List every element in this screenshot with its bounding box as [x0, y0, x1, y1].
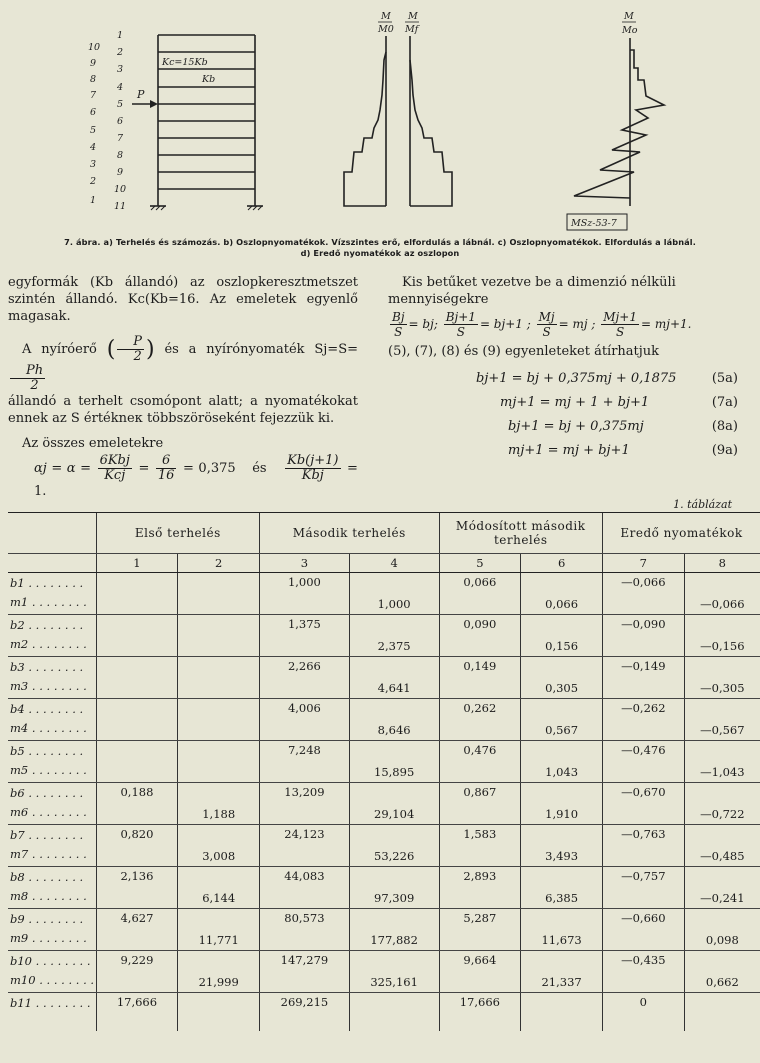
- table-cell: [521, 657, 603, 699]
- table-cell: [96, 951, 178, 993]
- table-cell: [439, 615, 521, 657]
- table-cell: [349, 699, 439, 741]
- table-cell: [521, 993, 603, 1032]
- cell-value: 1,188: [202, 807, 236, 821]
- cell-value: 1,000: [377, 597, 411, 611]
- cell-value: 9,229: [120, 953, 154, 967]
- row-header: [8, 951, 96, 993]
- table-cell: [260, 699, 350, 741]
- table-cell: [439, 657, 521, 699]
- table-cell: [521, 783, 603, 825]
- table-cell: [521, 615, 603, 657]
- row-label: b3 . . . . . . . .: [10, 660, 84, 674]
- table-cell: [602, 657, 684, 699]
- header-second-load: Második terhelés: [260, 513, 439, 554]
- cell-value: 15,895: [374, 765, 415, 779]
- paragraph: (5), (7), (8) és (9) egyenleteket átírhatjuk: [388, 344, 660, 359]
- table-cell: [439, 825, 521, 867]
- cell-value: —0,241: [700, 891, 745, 905]
- cell-value: 269,215: [280, 995, 329, 1009]
- equation-7a: mj+1 = mj + 1 + bj+1 (7a): [500, 395, 738, 410]
- row-label: m5 . . . . . . . .: [10, 763, 87, 777]
- table-cell: [439, 951, 521, 993]
- header-resultant: Eredő nyomatékok: [602, 513, 760, 554]
- table-cell: [684, 825, 760, 867]
- table-row: [8, 825, 760, 867]
- cell-value: 4,627: [120, 911, 154, 925]
- cell-value: —0,670: [621, 785, 666, 799]
- row-label: m2 . . . . . . . .: [10, 637, 87, 651]
- cell-value: [97, 615, 178, 633]
- table-cell: [260, 867, 350, 909]
- table-cell: [602, 741, 684, 783]
- table-cell: [260, 951, 350, 993]
- cell-value: 6,144: [202, 891, 236, 905]
- ratio-c-num: M: [408, 11, 418, 22]
- cell-value: 1,000: [287, 575, 321, 589]
- table-cell: [602, 909, 684, 951]
- table-cell: [178, 951, 260, 993]
- table-cell: [349, 573, 439, 615]
- table-cell: [260, 741, 350, 783]
- row-label: m1 . . . . . . . .: [10, 595, 87, 609]
- table-cell: [96, 867, 178, 909]
- table-cell: [178, 615, 260, 657]
- table-cell: [178, 741, 260, 783]
- cell-value: [97, 573, 178, 591]
- table-cell: [178, 699, 260, 741]
- table-cell: [439, 993, 521, 1032]
- node-numbers: [114, 30, 126, 212]
- floor-number: 10: [88, 42, 101, 53]
- table-cell: [260, 657, 350, 699]
- cell-value: 1,910: [545, 807, 579, 821]
- cell-value: [178, 721, 259, 739]
- cell-value: 0,476: [463, 743, 497, 757]
- table-cell: [439, 867, 521, 909]
- cell-value: 17,666: [116, 995, 158, 1009]
- table-cell: [349, 951, 439, 993]
- cell-value: 0,149: [463, 659, 497, 673]
- row-header: [8, 909, 96, 951]
- cell-value: 97,309: [374, 891, 415, 905]
- cell-value: 9,664: [463, 953, 497, 967]
- cell-value: 4,641: [377, 681, 411, 695]
- paragraph: állandó a terhelt csomópont alatt; a nyomatékokat ennek az S értékneк többszöröseként fejezzük ki.: [8, 394, 358, 426]
- row-header: [8, 615, 96, 657]
- table-row: [8, 909, 760, 951]
- figure-caption: [0, 237, 760, 259]
- table-row: [8, 573, 760, 615]
- header-blank: [8, 513, 96, 554]
- table-cell: [260, 573, 350, 615]
- table-cell: [96, 657, 178, 699]
- ratio-c-den: Mf: [405, 24, 419, 35]
- fraction: $\frac{Ph}{2}$: [10, 364, 45, 393]
- table-cell: [521, 867, 603, 909]
- stiffness-label-beam: Kb: [202, 74, 216, 85]
- row-label: m6 . . . . . . . .: [10, 805, 87, 819]
- definitions: $\frac{Bj}{S}$ = bj; $\frac{Bj+1}{S}$ = bj+1 ; $\frac{Mj}{S}$ = mj ; $\frac{Mj+1}{S}$ = mj+1.: [392, 310, 692, 339]
- row-label: b11 . . . . . . . .: [10, 996, 91, 1010]
- cell-value: —0,156: [700, 639, 745, 653]
- floor-number: 8: [90, 74, 97, 85]
- cell-value: 24,123: [284, 827, 325, 841]
- cell-value: 0: [639, 995, 647, 1009]
- node-number: 3: [117, 64, 124, 75]
- table-cell: [602, 951, 684, 993]
- node-number: 4: [117, 82, 124, 93]
- cell-value: 6,385: [545, 891, 579, 905]
- fraction: $\frac{P}{2}$: [117, 335, 144, 364]
- table-cell: [349, 657, 439, 699]
- cell-value: 147,279: [280, 953, 329, 967]
- caption-line-1: 7. ábra. a) Terhelés és számozás. b) Oszlopnyomatékok. Vízszintes erő, elfordulás a lábnál. c) Oszlopnyomatékok. Elfordulás a lábnál.: [64, 237, 696, 247]
- table-cell: [96, 783, 178, 825]
- table-cell: [178, 783, 260, 825]
- row-label: b7 . . . . . . . .: [10, 828, 84, 842]
- cell-value: [178, 679, 259, 697]
- row-label: m3 . . . . . . . .: [10, 679, 87, 693]
- row-header: [8, 783, 96, 825]
- floor-number: 6: [90, 107, 97, 118]
- cell-value: 53,226: [374, 849, 415, 863]
- cell-value: 44,083: [284, 869, 325, 883]
- cell-value: 325,161: [370, 975, 418, 989]
- table-cell: [178, 657, 260, 699]
- ratio-b-num: M: [381, 11, 391, 22]
- cell-value: 13,209: [284, 785, 325, 799]
- col-number: 5: [439, 554, 521, 573]
- cell-value: 0,867: [463, 785, 497, 799]
- cell-value: 0,090: [463, 617, 497, 631]
- table-cell: [439, 783, 521, 825]
- load-arrow: [132, 100, 158, 108]
- table-cell: [602, 993, 684, 1032]
- equation-9a: mj+1 = mj + bj+1 (9a): [508, 443, 738, 458]
- cell-value: [178, 637, 259, 655]
- cell-value: —0,090: [621, 617, 666, 631]
- cell-value: 21,337: [541, 975, 582, 989]
- row-header: [8, 573, 96, 615]
- table-body: [8, 573, 760, 1032]
- floor-number: 9: [90, 58, 97, 69]
- cell-value: 1,583: [463, 827, 497, 841]
- table-cell: [178, 993, 260, 1032]
- cell-value: 21,999: [198, 975, 239, 989]
- node-number: 7: [117, 133, 124, 144]
- table-row: [8, 993, 760, 1032]
- table-cell: [684, 615, 760, 657]
- cell-value: [178, 763, 259, 781]
- resultant-moment-diagram: [574, 38, 664, 206]
- text: és a nyírónyomaték Sj=S=: [164, 342, 358, 357]
- table-cell: [521, 573, 603, 615]
- table-cell: [349, 741, 439, 783]
- node-number: 11: [114, 201, 127, 212]
- node-number: 1: [117, 30, 124, 41]
- row-label: b1 . . . . . . . .: [10, 576, 84, 590]
- cell-value: —0,149: [621, 659, 666, 673]
- table-cell: [521, 699, 603, 741]
- cell-value: 0,262: [463, 701, 497, 715]
- floor-numbers: [88, 42, 100, 206]
- cell-value: 0,305: [545, 681, 579, 695]
- node-number: 6: [117, 116, 124, 127]
- results-table: [8, 512, 760, 1031]
- col-number: 2: [178, 554, 260, 573]
- cell-value: 1,375: [287, 617, 321, 631]
- table-cell: [96, 615, 178, 657]
- table-cell: [96, 741, 178, 783]
- paragraph: egyformák (Kb állandó) az oszlopkeresztmetszet szintén állandó. Kc(Kb=16. Az emeletek egyenlő magasak.: [8, 275, 358, 324]
- equation-list: [388, 370, 738, 466]
- table-cell: [521, 951, 603, 993]
- ratio-d-num: M: [624, 11, 634, 22]
- table-cell: [602, 825, 684, 867]
- cell-value: 17,666: [459, 995, 500, 1009]
- cell-value: 177,882: [370, 933, 418, 947]
- table-title: 1. táblázat: [673, 498, 732, 511]
- row-label: b9 . . . . . . . .: [10, 912, 84, 926]
- table-row: [8, 657, 760, 699]
- table-row: [8, 615, 760, 657]
- col-number: 8: [684, 554, 760, 573]
- row-label: m4 . . . . . . . .: [10, 721, 87, 735]
- table-cell: [349, 825, 439, 867]
- cell-value: 1,043: [545, 765, 579, 779]
- header-modified-load: Módosított második terhelés: [439, 513, 602, 554]
- table-cell: [684, 909, 760, 951]
- cell-value: 5,287: [463, 911, 497, 925]
- cell-value: 7,248: [287, 743, 321, 757]
- cell-value: [97, 657, 178, 675]
- moment-diagram-b: [344, 36, 386, 206]
- node-number: 5: [117, 99, 124, 110]
- equation-5a: bj+1 = bj + 0,375mj + 0,1875 (5a): [476, 371, 738, 386]
- table-cell: [684, 993, 760, 1032]
- cell-value: —0,567: [700, 723, 745, 737]
- cell-value: 3,493: [545, 849, 579, 863]
- row-label: m7 . . . . . . . .: [10, 847, 87, 861]
- table-cell: [684, 951, 760, 993]
- row-label: m10 . . . . . . . .: [10, 973, 95, 987]
- table-row: [8, 951, 760, 993]
- row-label: b5 . . . . . . . .: [10, 744, 84, 758]
- table-cell: [439, 573, 521, 615]
- table-cell: [349, 993, 439, 1032]
- col-number: 7: [602, 554, 684, 573]
- row-label: b8 . . . . . . . .: [10, 870, 84, 884]
- table-cell: [260, 825, 350, 867]
- table-cell: [178, 867, 260, 909]
- paragraph: Az összes emeletekre: [22, 436, 164, 451]
- cell-value: 0,156: [545, 639, 579, 653]
- ratio-b-den: M0: [378, 24, 394, 35]
- table-cell: [684, 573, 760, 615]
- col-number: 3: [260, 554, 350, 573]
- table-cell: [260, 783, 350, 825]
- row-label: m9 . . . . . . . .: [10, 931, 87, 945]
- floor-number: 2: [90, 176, 97, 187]
- figure-7: [0, 0, 760, 255]
- caption-line-2: d) Eredő nyomatékok az oszlopon: [300, 248, 460, 258]
- table-cell: [349, 615, 439, 657]
- cell-value: 0,662: [705, 975, 739, 989]
- cell-value: 2,136: [120, 869, 154, 883]
- table-cell: [602, 573, 684, 615]
- table-cell: [439, 699, 521, 741]
- floor-number: 3: [90, 159, 97, 170]
- equation-alpha: αj = α = $\frac{\text{6Kbj}}{\text{Kcj}}$ = $\frac{6}{16}$ = 0,375 és $\frac{Kb(j+1)}{\text{Kbj}}$ = 1.: [34, 453, 358, 499]
- row-label: b6 . . . . . . . .: [10, 786, 84, 800]
- node-number: 8: [117, 150, 124, 161]
- cell-value: —0,660: [621, 911, 666, 925]
- cell-value: 2,375: [377, 639, 411, 653]
- cell-value: 4,006: [287, 701, 321, 715]
- table-row: [8, 699, 760, 741]
- cell-value: 0,188: [120, 785, 154, 799]
- cell-value: 29,104: [374, 807, 415, 821]
- cell-value: 80,573: [284, 911, 325, 925]
- text: A nyíróerő: [22, 342, 97, 357]
- equation-8a: bj+1 = bj + 0,375mj (8a): [508, 419, 738, 434]
- paragraph-shear: A nyíróerő ( $\frac{P}{2}$ ) és a nyírónyomaték Sj=S= $\frac{Ph}{2}$: [8, 335, 358, 393]
- cell-value: —0,066: [621, 575, 666, 589]
- floor-number: 7: [90, 90, 97, 101]
- left-text-column: [8, 274, 358, 500]
- table-cell: [602, 783, 684, 825]
- table-cell: [178, 825, 260, 867]
- table-cell: [96, 993, 178, 1032]
- table-cell: [260, 909, 350, 951]
- row-header: [8, 825, 96, 867]
- row-header: [8, 867, 96, 909]
- table-row: [8, 867, 760, 909]
- table-cell: [521, 825, 603, 867]
- table-cell: [684, 699, 760, 741]
- cell-value: [178, 595, 259, 613]
- table-cell: [96, 699, 178, 741]
- node-number: 10: [114, 184, 127, 195]
- col-number: 6: [521, 554, 603, 573]
- node-number: 9: [117, 167, 124, 178]
- cell-value: —0,722: [700, 807, 745, 821]
- cell-value: 0,567: [545, 723, 579, 737]
- cell-value: —1,043: [700, 765, 745, 779]
- cell-value: 11,673: [541, 933, 582, 947]
- table-cell: [602, 615, 684, 657]
- table-cell: [684, 657, 760, 699]
- table-cell: [684, 867, 760, 909]
- row-label: b2 . . . . . . . .: [10, 618, 84, 632]
- row-label: b10 . . . . . . . .: [10, 954, 91, 968]
- table-cell: [521, 909, 603, 951]
- table-cell: [439, 909, 521, 951]
- cell-value: [97, 741, 178, 759]
- row-header: [8, 657, 96, 699]
- cell-value: —0,485: [700, 849, 745, 863]
- table-cell: [96, 825, 178, 867]
- table-cell: [684, 783, 760, 825]
- header-first-load: Első terhelés: [96, 513, 259, 554]
- standard-box-text: MSz-53-7: [571, 218, 617, 229]
- cell-value: 0,820: [120, 827, 154, 841]
- table-cell: [96, 573, 178, 615]
- cell-value: 0,098: [705, 933, 739, 947]
- cell-value: 0,066: [545, 597, 579, 611]
- row-header: [8, 699, 96, 741]
- cell-value: —0,066: [700, 597, 745, 611]
- row-header: [8, 741, 96, 783]
- cell-value: —0,763: [621, 827, 666, 841]
- moment-diagram-c: [410, 36, 452, 206]
- cell-value: 2,893: [463, 869, 497, 883]
- table-row: [8, 741, 760, 783]
- col-number: 1: [96, 554, 178, 573]
- cell-value: 11,771: [198, 933, 239, 947]
- load-label: P: [137, 88, 145, 101]
- table-cell: [178, 573, 260, 615]
- table-cell: [602, 699, 684, 741]
- cell-value: —0,476: [621, 743, 666, 757]
- table-cell: [684, 741, 760, 783]
- header-blank: [8, 554, 96, 573]
- cell-value: 2,266: [287, 659, 321, 673]
- cell-value: 8,646: [377, 723, 411, 737]
- col-number: 4: [349, 554, 439, 573]
- floor-number: 5: [90, 125, 97, 136]
- cell-value: —0,262: [621, 701, 666, 715]
- table-cell: [96, 909, 178, 951]
- cell-value: —0,435: [621, 953, 666, 967]
- table-row: [8, 783, 760, 825]
- table-cell: [349, 867, 439, 909]
- row-header: [8, 993, 96, 1032]
- cell-value: 3,008: [202, 849, 236, 863]
- table-cell: [602, 867, 684, 909]
- cell-value: [97, 699, 178, 717]
- table-cell: [521, 741, 603, 783]
- right-text-column: [388, 274, 738, 466]
- support-hatching: [151, 206, 262, 210]
- stiffness-label-column: Kc=15Kb: [162, 57, 208, 68]
- table-cell: [260, 993, 350, 1032]
- table-cell: [260, 615, 350, 657]
- row-label: b4 . . . . . . . .: [10, 702, 84, 716]
- node-number: 2: [117, 47, 124, 58]
- floor-number: 4: [90, 142, 97, 153]
- table-cell: [349, 909, 439, 951]
- ratio-d-den: Mo: [622, 25, 638, 36]
- table-cell: [439, 741, 521, 783]
- row-label: m8 . . . . . . . .: [10, 889, 87, 903]
- paragraph: Kis betűket vezetve be a dimenzió nélküli mennyiségekre: [388, 275, 676, 307]
- cell-value: —0,305: [700, 681, 745, 695]
- cell-value: —0,757: [621, 869, 666, 883]
- floor-number: 1: [90, 195, 97, 206]
- cell-value: 0,066: [463, 575, 497, 589]
- table-cell: [349, 783, 439, 825]
- table-cell: [178, 909, 260, 951]
